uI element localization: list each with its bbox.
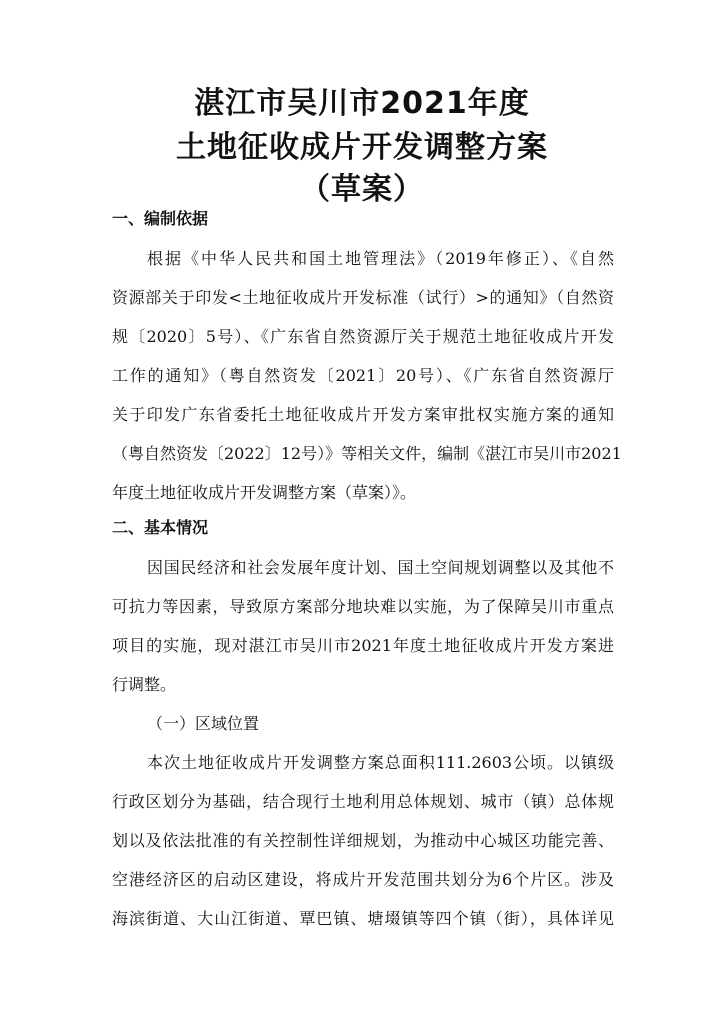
- paragraph-line: 工作的通知》（粤自然资发〔2021〕20号）、《广东省自然资源厅: [112, 366, 614, 385]
- paragraph-line: 项目的实施，现对湛江市吴川市2021年度土地征收成片开发方案进: [112, 636, 614, 655]
- document-title-line-1: 湛江市吴川市2021年度: [194, 86, 530, 121]
- paragraph-line: 年度土地征收成片开发调整方案（草案）》。: [112, 483, 417, 502]
- paragraph-line: 资源部关于印发<土地征收成片开发标准（试行）>的通知》（自然资: [112, 288, 614, 307]
- paragraph-line: 规〔2020〕5号）、《广东省自然资源厅关于规范土地征收成片开发: [112, 327, 614, 346]
- paragraph-line: 根据《中华人民共和国土地管理法》（2019年修正）、《自然: [147, 249, 614, 268]
- paragraph-line: 行政区划分为基础，结合现行土地利用总体规划、城市（镇）总体规: [112, 792, 614, 811]
- paragraph-line: 因国民经济和社会发展年度计划、国土空间规划调整以及其他不: [147, 558, 614, 577]
- section-heading-overview: 二、基本情况: [112, 518, 209, 537]
- paragraph-line: 本次土地征收成片开发调整方案总面积111.2603公顷。以镇级: [147, 753, 614, 772]
- paragraph-line: 划以及依法批准的有关控制性详细规划，为推动中心城区功能完善、: [112, 831, 614, 850]
- paragraph-line: 海滨街道、大山江街道、覃巴镇、塘㙍镇等四个镇（街），具体详见: [112, 909, 614, 928]
- paragraph-line: （粤自然资发〔2022〕12号）》等相关文件，编制《湛江市吴川市2021: [112, 444, 622, 463]
- paragraph-line: 关于印发广东省委托土地征收成片开发方案审批权实施方案的通知: [112, 405, 614, 424]
- paragraph-line: 空港经济区的启动区建设，将成片开发范围共划分为6个片区。涉及: [112, 870, 614, 889]
- document-title-line-3: （草案）: [300, 172, 424, 207]
- section-heading-basis: 一、编制依据: [112, 209, 209, 228]
- subsection-heading-location: （一）区域位置: [147, 714, 260, 733]
- paragraph-line: 可抗力等因素，导致原方案部分地块难以实施，为了保障吴川市重点: [112, 597, 614, 616]
- document-title-line-2: 土地征收成片开发调整方案: [176, 130, 548, 165]
- paragraph-line: 行调整。: [112, 675, 177, 694]
